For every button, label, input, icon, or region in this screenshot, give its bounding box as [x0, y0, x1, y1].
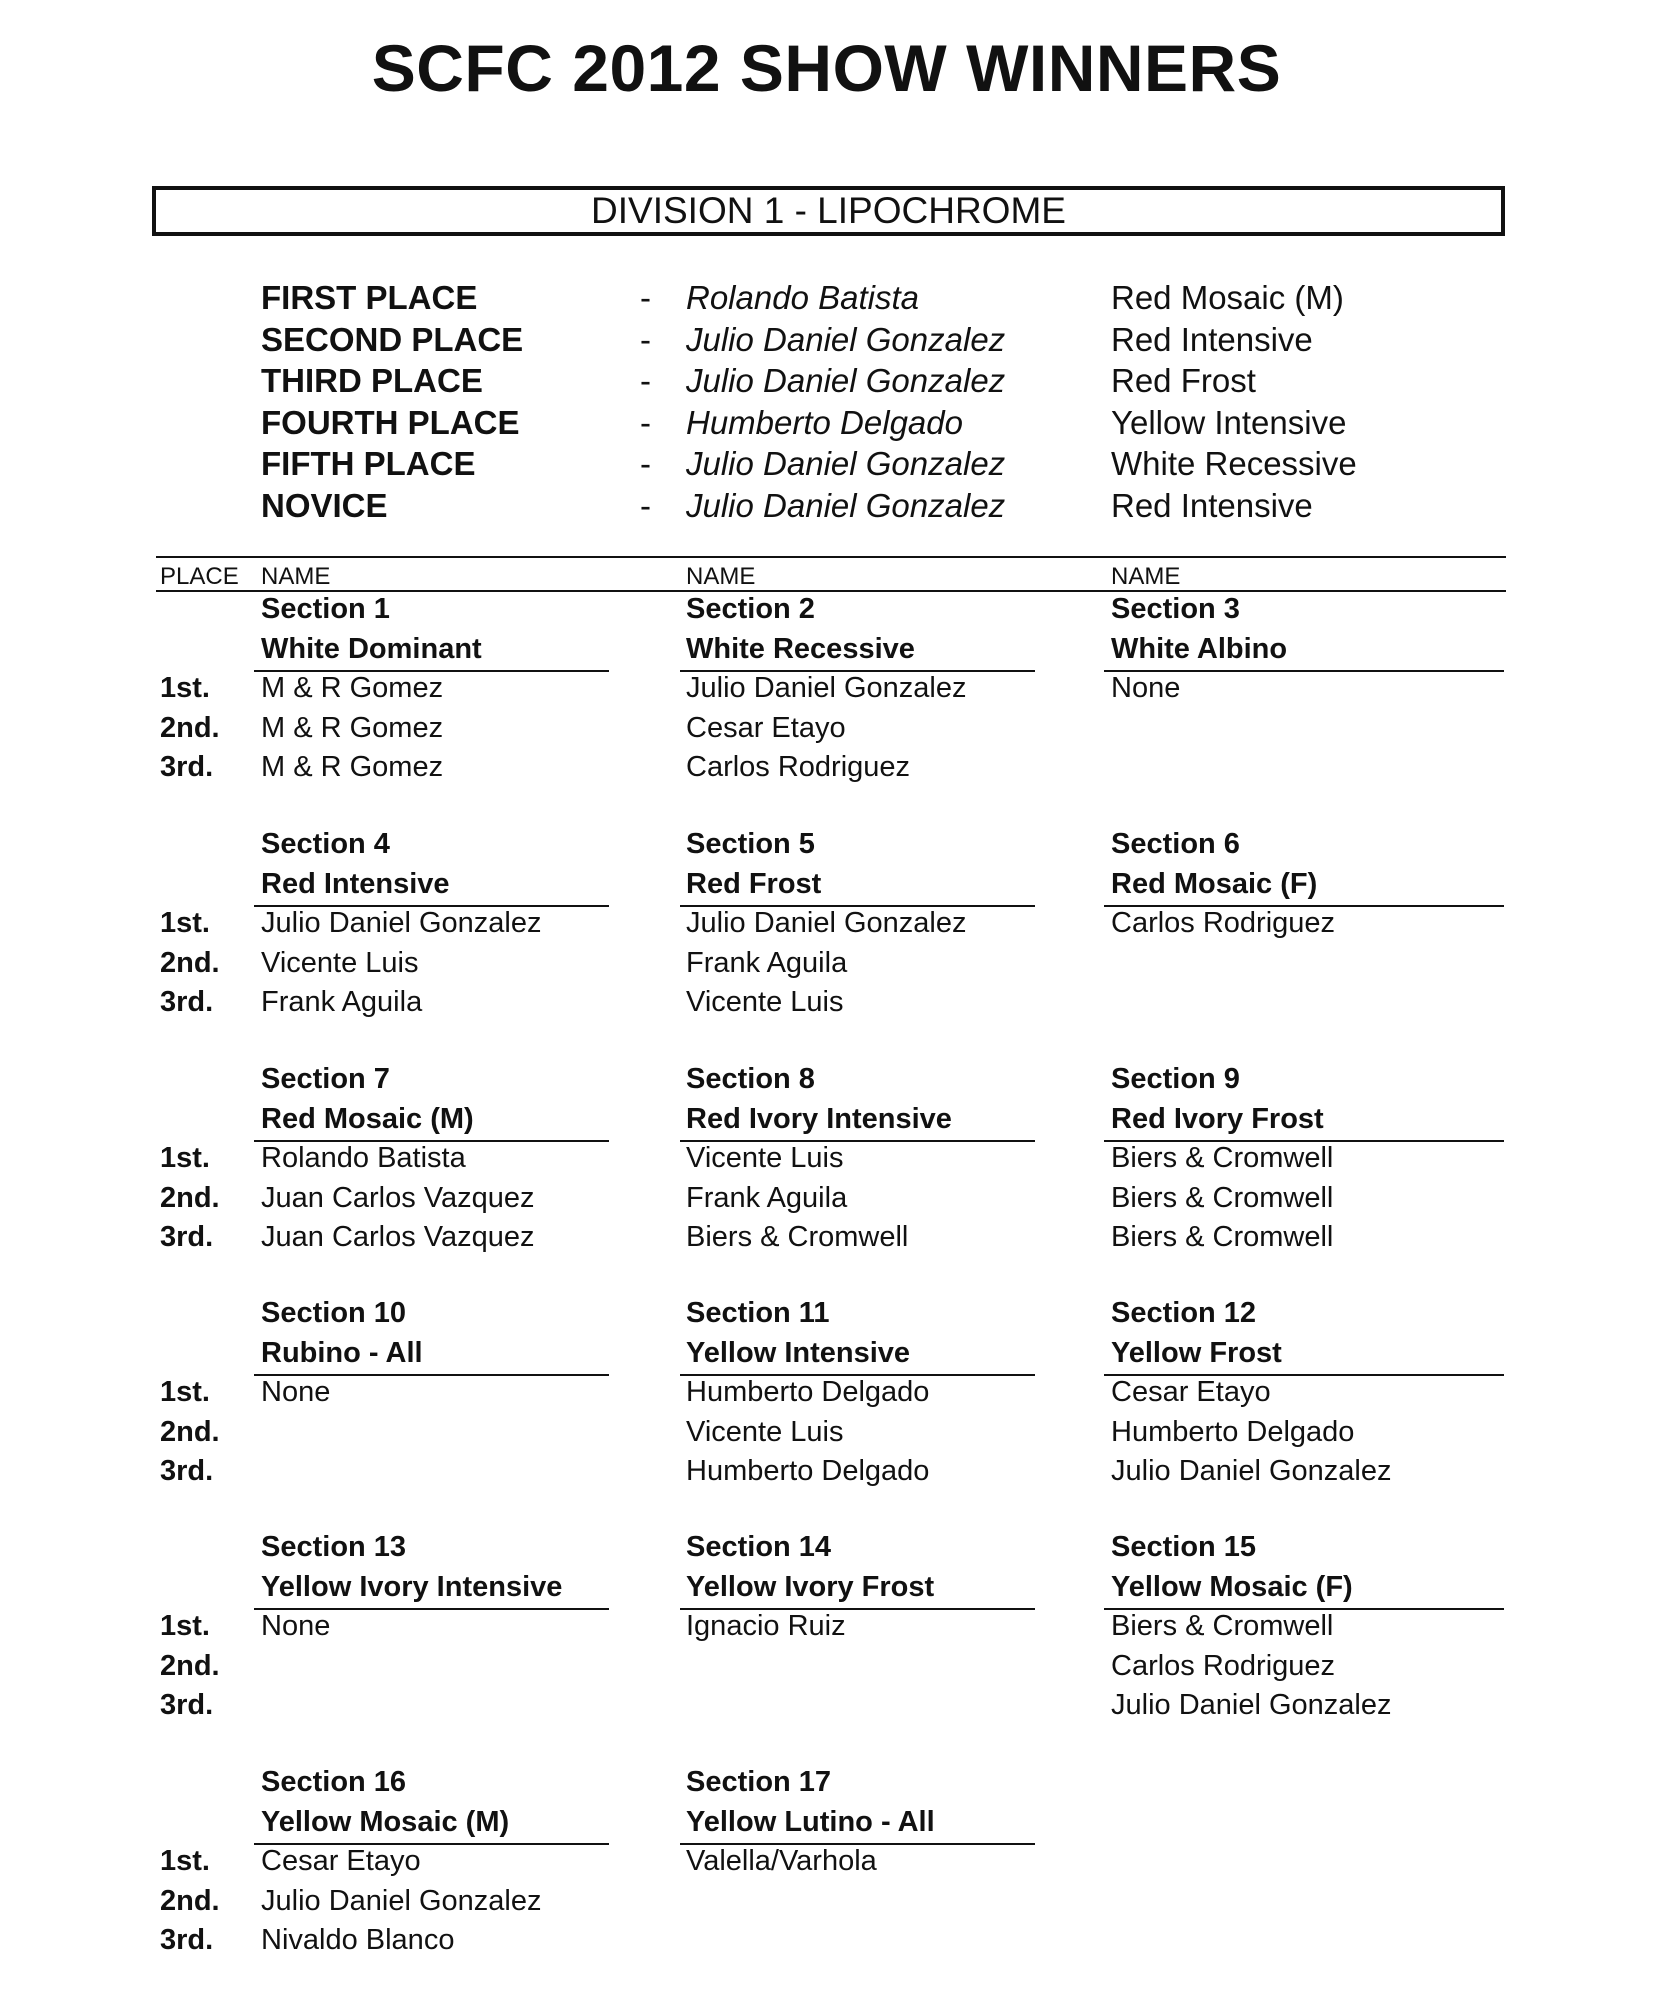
place-label: 1st.	[160, 1845, 210, 1877]
section-number: Section 12	[1111, 1297, 1257, 1329]
page-title: SCFC 2012 SHOW WINNERS	[371, 31, 1282, 105]
summary-label: SECOND PLACE	[261, 320, 524, 358]
section-number: Section 1	[261, 593, 390, 625]
winner-name: None	[1111, 672, 1181, 704]
place-label: 2nd.	[160, 1884, 220, 1917]
section-number: Section 8	[686, 1063, 815, 1095]
summary-name: Humberto Delgado	[686, 403, 963, 441]
winner-name: Carlos Rodriguez	[1111, 907, 1336, 939]
winner-name: Rolando Batista	[261, 1142, 466, 1174]
place-label: 3rd.	[160, 1455, 214, 1487]
place-label: 2nd.	[160, 711, 220, 744]
column-header-place: PLACE	[160, 563, 239, 590]
winner-name: Biers & Cromwell	[686, 1221, 909, 1253]
place-label: 3rd.	[160, 1689, 214, 1721]
winner-name: Julio Daniel Gonzalez	[686, 672, 967, 704]
summary-variety: Yellow Intensive	[1111, 403, 1347, 441]
section-variety: Red Mosaic (F)	[1111, 867, 1318, 900]
section-variety: Yellow Ivory Frost	[686, 1570, 935, 1603]
section-variety: Red Ivory Frost	[1111, 1102, 1324, 1135]
summary-dash: -	[640, 320, 651, 358]
winner-name: M & R Gomez	[261, 672, 444, 704]
winner-name: Julio Daniel Gonzalez	[1111, 1455, 1392, 1487]
winner-name: Cesar Etayo	[686, 711, 846, 744]
place-label: 1st.	[160, 1376, 210, 1408]
winner-name: Vicente Luis	[261, 946, 419, 979]
table-header-rule	[156, 590, 1506, 592]
winner-name: Valella/Varhola	[686, 1845, 877, 1877]
section-number: Section 6	[1111, 828, 1240, 860]
division-header: DIVISION 1 - LIPOCHROME	[152, 186, 1505, 236]
winner-name: Carlos Rodriguez	[686, 751, 911, 783]
summary-variety: Red Mosaic (M)	[1111, 279, 1344, 316]
summary-variety: Red Intensive	[1111, 320, 1313, 358]
summary-label: FOURTH PLACE	[261, 403, 520, 441]
section-variety: Yellow Ivory Intensive	[261, 1570, 563, 1603]
summary-dash: -	[640, 403, 651, 441]
section-number: Section 3	[1111, 593, 1240, 625]
section-number: Section 2	[686, 593, 815, 625]
summary-label: FIRST PLACE	[261, 279, 478, 316]
summary-dash: -	[640, 279, 651, 316]
section-variety: Red Frost	[686, 867, 822, 900]
summary-name: Julio Daniel Gonzalez	[686, 486, 1006, 524]
place-label: 1st.	[160, 1610, 210, 1642]
place-label: 3rd.	[160, 1221, 214, 1253]
winner-name: Vicente Luis	[686, 986, 844, 1018]
place-label: 1st.	[160, 907, 210, 939]
winner-name: Cesar Etayo	[1111, 1376, 1271, 1408]
winner-name: Humberto Delgado	[1111, 1415, 1355, 1448]
summary-dash: -	[640, 445, 651, 482]
summary-dash: -	[640, 362, 651, 399]
winner-name: Julio Daniel Gonzalez	[261, 1884, 542, 1917]
section-variety: Rubino - All	[261, 1336, 423, 1369]
section-variety: Red Intensive	[261, 867, 450, 900]
section-number: Section 15	[1111, 1531, 1257, 1563]
winner-name: Julio Daniel Gonzalez	[261, 907, 542, 939]
winner-name: Humberto Delgado	[686, 1376, 930, 1408]
winner-name: Frank Aguila	[686, 1181, 848, 1214]
winner-name: Frank Aguila	[686, 946, 848, 979]
winner-name: Carlos Rodriguez	[1111, 1649, 1336, 1682]
place-label: 3rd.	[160, 986, 214, 1018]
place-label: 2nd.	[160, 1181, 220, 1214]
section-variety: Yellow Intensive	[686, 1336, 911, 1369]
place-label: 1st.	[160, 672, 210, 704]
section-variety: Yellow Mosaic (F)	[1111, 1570, 1353, 1603]
section-variety: Red Mosaic (M)	[261, 1102, 474, 1135]
summary-label: FIFTH PLACE	[261, 445, 476, 482]
winner-name: Ignacio Ruiz	[686, 1610, 846, 1642]
section-number: Section 13	[261, 1531, 407, 1563]
summary-label: NOVICE	[261, 486, 388, 524]
section-number: Section 9	[1111, 1063, 1240, 1095]
place-label: 2nd.	[160, 1649, 220, 1682]
section-variety: White Albino	[1111, 632, 1288, 665]
place-label: 3rd.	[160, 751, 214, 783]
table-top-rule	[156, 556, 1506, 558]
place-label: 1st.	[160, 1142, 210, 1174]
winner-name: Juan Carlos Vazquez	[261, 1221, 535, 1253]
section-number: Section 16	[261, 1766, 407, 1798]
winner-name: Biers & Cromwell	[1111, 1181, 1334, 1214]
section-number: Section 4	[261, 828, 390, 860]
summary-name: Julio Daniel Gonzalez	[686, 362, 1006, 399]
section-number: Section 14	[686, 1531, 832, 1563]
winner-name: Biers & Cromwell	[1111, 1221, 1334, 1253]
summary-variety: Red Intensive	[1111, 486, 1313, 524]
winner-name: Humberto Delgado	[686, 1455, 930, 1487]
winner-name: Julio Daniel Gonzalez	[686, 907, 967, 939]
winner-name: None	[261, 1376, 331, 1408]
summary-name: Julio Daniel Gonzalez	[686, 445, 1006, 482]
column-header-name-2: NAME	[686, 563, 756, 590]
section-number: Section 10	[261, 1297, 407, 1329]
winner-name: Biers & Cromwell	[1111, 1610, 1334, 1642]
winner-name: Frank Aguila	[261, 986, 423, 1018]
section-number: Section 11	[686, 1297, 830, 1329]
place-label: 2nd.	[160, 946, 220, 979]
place-label: 3rd.	[160, 1924, 214, 1956]
winner-name: Julio Daniel Gonzalez	[1111, 1689, 1392, 1721]
summary-variety: Red Frost	[1111, 362, 1256, 399]
winner-name: M & R Gomez	[261, 751, 444, 783]
winner-name: Vicente Luis	[686, 1415, 844, 1448]
winner-name: M & R Gomez	[261, 711, 444, 744]
section-number: Section 7	[261, 1063, 390, 1095]
section-variety: White Recessive	[686, 632, 915, 665]
section-number: Section 5	[686, 828, 815, 860]
summary-name: Rolando Batista	[686, 279, 919, 316]
summary-label: THIRD PLACE	[261, 362, 483, 399]
summary-name: Julio Daniel Gonzalez	[686, 320, 1006, 358]
winner-name: Vicente Luis	[686, 1142, 844, 1174]
winner-name: Cesar Etayo	[261, 1845, 421, 1877]
section-variety: Yellow Mosaic (M)	[261, 1805, 510, 1838]
section-variety: Yellow Frost	[1111, 1336, 1282, 1369]
place-label: 2nd.	[160, 1415, 220, 1448]
section-variety: White Dominant	[261, 632, 482, 665]
column-header-name-3: NAME	[1111, 563, 1181, 590]
winner-name: Biers & Cromwell	[1111, 1142, 1334, 1174]
section-number: Section 17	[686, 1766, 832, 1798]
winner-name: Juan Carlos Vazquez	[261, 1181, 535, 1214]
section-variety: Red Ivory Intensive	[686, 1102, 952, 1135]
winner-name: Nivaldo Blanco	[261, 1924, 455, 1956]
summary-dash: -	[640, 486, 651, 524]
section-variety: Yellow Lutino - All	[686, 1805, 935, 1838]
winner-name: None	[261, 1610, 331, 1642]
column-header-name-1: NAME	[261, 563, 331, 590]
summary-variety: White Recessive	[1111, 445, 1357, 482]
